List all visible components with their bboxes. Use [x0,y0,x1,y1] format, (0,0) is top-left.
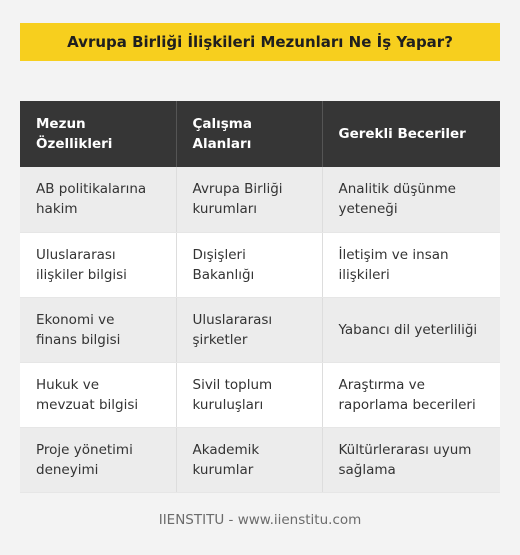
table-cell: Araştırma ve raporlama becerileri [322,362,500,427]
table-cell: Sivil toplum kuruluşları [176,362,322,427]
column-header-work-areas: Çalışma Alanları [176,101,322,167]
table-cell: Hukuk ve mevzuat bilgisi [20,362,176,427]
table-cell: Uluslararası ilişkiler bilgisi [20,232,176,297]
table-header-row [20,101,500,167]
table-row [20,427,500,492]
info-table [20,101,500,493]
table-cell: AB politikalarına hakim [20,167,176,232]
column-header-required-skills: Gerekli Beceriler [322,101,500,167]
table-row [20,167,500,232]
table-cell: Ekonomi ve finans bilgisi [20,297,176,362]
table-cell: Proje yönetimi deneyimi [20,427,176,492]
table-cell: Yabancı dil yeterliliği [322,297,500,362]
table-cell: Avrupa Birliği kurumları [176,167,322,232]
table-cell: Akademik kurumlar [176,427,322,492]
footer-credit: IIENSTITU - www.iienstitu.com [158,512,362,528]
table-cell: Kültürlerarası uyum sağlama [322,427,500,492]
table-cell: Uluslararası şirketler [176,297,322,362]
table-row [20,232,500,297]
page-title: Avrupa Birliği İlişkileri Mezunları Ne İş Yapar? [67,33,453,51]
title-banner [20,23,500,61]
table-row [20,362,500,427]
table-cell: Dışişleri Bakanlığı [176,232,322,297]
table-row [20,297,500,362]
table-cell: İletişim ve insan ilişkileri [322,232,500,297]
table-cell: Analitik düşünme yeteneği [322,167,500,232]
column-header-graduate-traits: Mezun Özellikleri [20,101,176,167]
